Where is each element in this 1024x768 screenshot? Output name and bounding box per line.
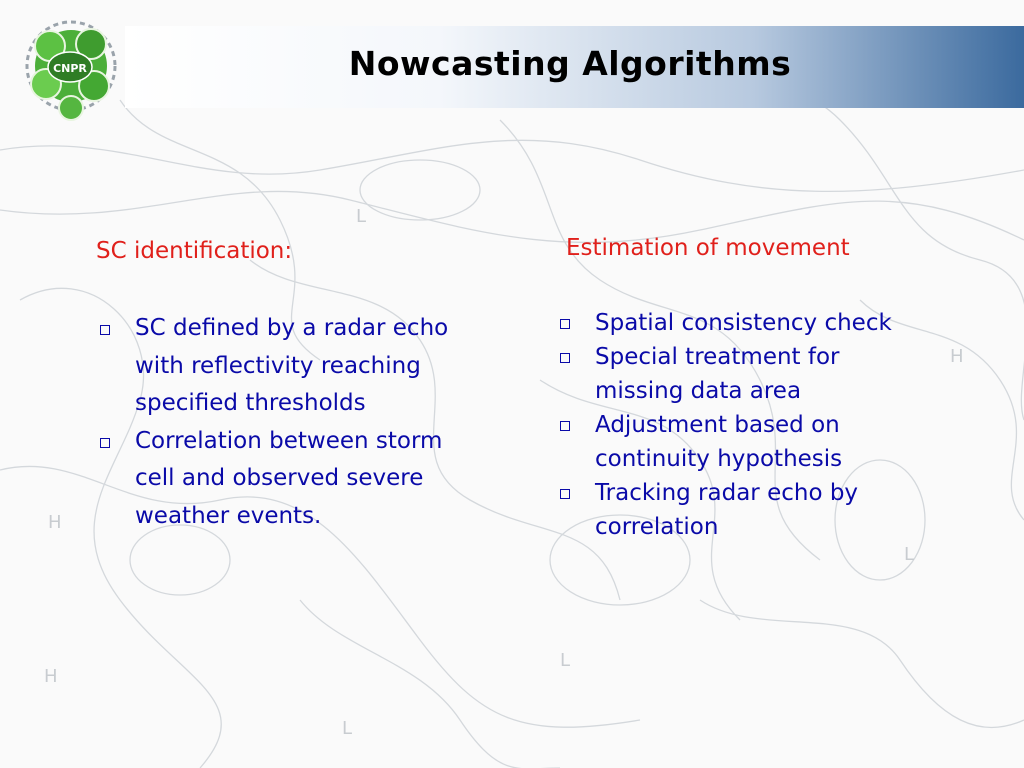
square-bullet-icon — [560, 489, 570, 499]
estimation-of-movement-list — [556, 306, 906, 544]
map-label: H — [48, 512, 62, 533]
square-bullet-icon — [560, 319, 570, 329]
logo-text: CNPR — [53, 62, 87, 75]
cnpr-logo — [18, 12, 124, 124]
list-item-text: SC defined by a radar echo with reflectivity reaching specified thresholds — [135, 315, 449, 416]
list-item — [96, 423, 476, 536]
list-item — [556, 340, 906, 408]
map-label: H — [44, 666, 58, 687]
list-item — [556, 476, 906, 544]
square-bullet-icon — [560, 353, 570, 363]
map-label: L — [342, 718, 353, 739]
slide-title: Nowcasting Algorithms — [348, 44, 792, 83]
list-item-text: Special treatment for missing data area — [595, 344, 840, 404]
sc-identification-list — [96, 310, 476, 535]
list-item-text: Adjustment based on continuity hypothesis — [595, 412, 843, 472]
sc-identification-heading: SC identification: — [96, 238, 293, 264]
map-label: L — [560, 650, 571, 671]
estimation-of-movement-heading: Estimation of movement — [566, 235, 850, 261]
square-bullet-icon — [560, 421, 570, 431]
square-bullet-icon — [100, 438, 110, 448]
list-item — [556, 306, 906, 340]
list-item-text: Spatial consistency check — [595, 310, 892, 336]
list-item — [96, 310, 476, 423]
square-bullet-icon — [100, 325, 110, 335]
map-label: H — [950, 346, 964, 367]
map-label: L — [904, 544, 915, 565]
list-item — [556, 408, 906, 476]
list-item-text: Correlation between storm cell and observed severe weather events. — [135, 427, 443, 529]
map-label: L — [356, 206, 367, 227]
list-item-text: Tracking radar echo by correlation — [595, 480, 859, 540]
